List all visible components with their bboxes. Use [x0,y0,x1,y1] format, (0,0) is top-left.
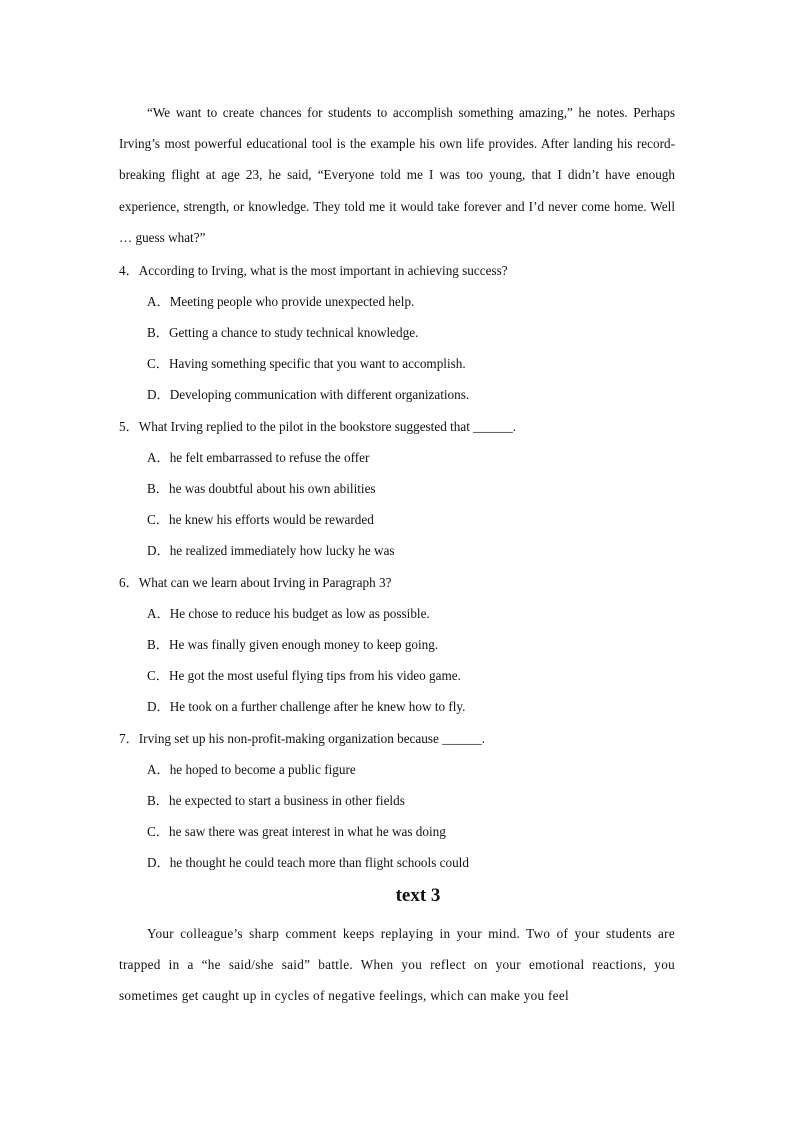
section-heading: text 3 [395,885,441,906]
passage-paragraph [119,918,675,1012]
passage-text: Your colleague’s sharp comment keeps replaying in your mind. Two of your students are trapped in a “he said/she said” battle. When you reflect on your emotional reactions, you sometimes get caught up in cycles of negative feelings, which can make you feel [119,926,675,1004]
answer-option: A．he hoped to become a public figure [147,762,356,777]
answer-option: C．he knew his efforts would be rewarded [147,512,374,527]
question-stem: 5．What Irving replied to the pilot in the bookstore suggested that ______. [119,419,517,434]
answer-option: D．he realized immediately how lucky he was [147,543,395,558]
question-stem: 4．According to Irving, what is the most important in achieving success? [119,263,508,278]
passage-text: “We want to create chances for students to accomplish something amazing,” he notes. Perhaps Irving’s most powerful educational tool is the example his own life provides. After landing his record-breaking flight at age 23, he said, “Everyone told me I was too young, that I didn’t have enough experience, strength, or knowledge. They told me it would take forever and I’d never come home. Well … guess what?” [119,105,675,245]
answer-option: D．Developing communication with different organizations. [147,387,470,402]
answer-option: B．he was doubtful about his own abilities [147,481,376,496]
answer-option: A．he felt embarrassed to refuse the offer [147,450,370,465]
answer-option: C．he saw there was great interest in what he was doing [147,824,446,839]
answer-option: D．He took on a further challenge after he knew how to fly. [147,699,466,714]
question-stem: 7．Irving set up his non-profit-making organization because ______. [119,731,485,746]
passage-paragraph [119,97,675,253]
question-stem: 6．What can we learn about Irving in Paragraph 3? [119,575,392,590]
answer-option: D．he thought he could teach more than flight schools could [147,855,469,870]
answer-option: A．He chose to reduce his budget as low as possible. [147,606,430,621]
answer-option: A．Meeting people who provide unexpected help. [147,294,415,309]
answer-option: C．He got the most useful flying tips from his video game. [147,668,461,683]
answer-option: B．He was finally given enough money to keep going. [147,637,439,652]
answer-option: C．Having something specific that you want to accomplish. [147,356,466,371]
answer-option: B．Getting a chance to study technical knowledge. [147,325,419,340]
answer-option: B．he expected to start a business in other fields [147,793,405,808]
